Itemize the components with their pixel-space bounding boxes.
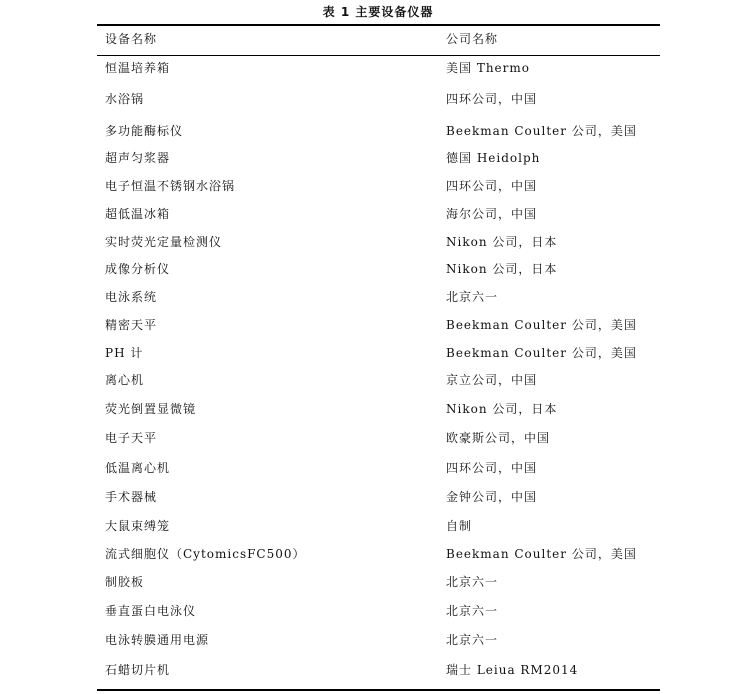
table-header bbox=[97, 29, 660, 49]
company-name-cell: 瑞士 Leiua RM2014 bbox=[446, 663, 579, 677]
table-caption: 表 1 主要设备仪器 bbox=[322, 5, 434, 19]
company-name-cell: 德国 Heidolph bbox=[446, 151, 541, 165]
device-name-cell: 荧光倒置显微镜 bbox=[105, 402, 197, 416]
company-name-cell: Nikon 公司，日本 bbox=[446, 262, 558, 276]
company-name-cell: Nikon 公司，日本 bbox=[446, 235, 558, 249]
table-row bbox=[97, 630, 660, 650]
device-name-cell: 垂直蛋白电泳仪 bbox=[105, 604, 197, 618]
device-name-cell: 电泳转膜通用电源 bbox=[105, 633, 210, 647]
company-name-cell: 欧豪斯公司，中国 bbox=[446, 431, 551, 445]
device-name-cell: 制胶板 bbox=[105, 575, 145, 589]
device-name-cell: PH 计 bbox=[105, 346, 144, 360]
device-name-cell: 电子天平 bbox=[105, 431, 158, 445]
company-name-cell: 金钟公司，中国 bbox=[446, 490, 538, 504]
company-name-cell: Beekman Coulter 公司，美国 bbox=[446, 346, 637, 360]
company-name-cell: Beekman Coulter 公司，美国 bbox=[446, 318, 637, 332]
table-row bbox=[97, 428, 660, 448]
device-name-cell: 精密天平 bbox=[105, 318, 158, 332]
table-row bbox=[97, 343, 660, 363]
company-name-cell: Beekman Coulter 公司，美国 bbox=[446, 547, 637, 561]
company-name-cell: Nikon 公司，日本 bbox=[446, 402, 558, 416]
table-row bbox=[97, 544, 660, 564]
device-name-cell: 超声匀浆器 bbox=[105, 151, 171, 165]
device-name-cell: 流式细胞仪（CytomicsFC500） bbox=[105, 547, 306, 561]
company-name-cell: 美国 Thermo bbox=[446, 61, 530, 75]
table-row bbox=[97, 487, 660, 507]
table-row bbox=[97, 121, 660, 141]
table-top-rule bbox=[97, 24, 660, 26]
table-row bbox=[97, 89, 660, 109]
company-name-cell: 四环公司，中国 bbox=[446, 461, 538, 475]
device-name-cell: 水浴锅 bbox=[105, 92, 145, 106]
table-row bbox=[97, 58, 660, 78]
table-row bbox=[97, 176, 660, 196]
company-name-cell: 北京六一 bbox=[446, 604, 499, 618]
table-row bbox=[97, 232, 660, 252]
device-name-cell: 手术器械 bbox=[105, 490, 158, 504]
company-name-cell: Beekman Coulter 公司，美国 bbox=[446, 124, 637, 138]
table-row bbox=[97, 259, 660, 279]
device-name-cell: 低温离心机 bbox=[105, 461, 171, 475]
header-device-name: 设备名称 bbox=[105, 32, 158, 46]
table-row bbox=[97, 148, 660, 168]
table-row bbox=[97, 287, 660, 307]
company-name-cell: 北京六一 bbox=[446, 575, 499, 589]
company-name-cell: 自制 bbox=[446, 519, 473, 533]
company-name-cell: 京立公司，中国 bbox=[446, 373, 538, 387]
device-name-cell: 大鼠束缚笼 bbox=[105, 519, 171, 533]
company-name-cell: 四环公司，中国 bbox=[446, 179, 538, 193]
table-row bbox=[97, 399, 660, 419]
device-name-cell: 石蜡切片机 bbox=[105, 663, 171, 677]
device-name-cell: 实时荧光定量检测仪 bbox=[105, 235, 223, 249]
device-name-cell: 离心机 bbox=[105, 373, 145, 387]
table-row bbox=[97, 572, 660, 592]
device-name-cell: 成像分析仪 bbox=[105, 262, 171, 276]
table-row bbox=[97, 660, 660, 680]
header-company-name: 公司名称 bbox=[446, 32, 499, 46]
table-row bbox=[97, 516, 660, 536]
table-bottom-rule bbox=[97, 689, 660, 691]
device-name-cell: 恒温培养箱 bbox=[105, 61, 171, 75]
table-row bbox=[97, 315, 660, 335]
table-row bbox=[97, 458, 660, 478]
table-row bbox=[97, 204, 660, 224]
table-row bbox=[97, 370, 660, 390]
company-name-cell: 四环公司，中国 bbox=[446, 92, 538, 106]
device-name-cell: 超低温冰箱 bbox=[105, 207, 171, 221]
company-name-cell: 海尔公司，中国 bbox=[446, 207, 538, 221]
company-name-cell: 北京六一 bbox=[446, 633, 499, 647]
device-name-cell: 多功能酶标仪 bbox=[105, 124, 184, 138]
table-row bbox=[97, 601, 660, 621]
table-header-rule bbox=[97, 55, 660, 56]
device-name-cell: 电泳系统 bbox=[105, 290, 158, 304]
company-name-cell: 北京六一 bbox=[446, 290, 499, 304]
device-name-cell: 电子恒温不锈钢水浴锅 bbox=[105, 179, 236, 193]
